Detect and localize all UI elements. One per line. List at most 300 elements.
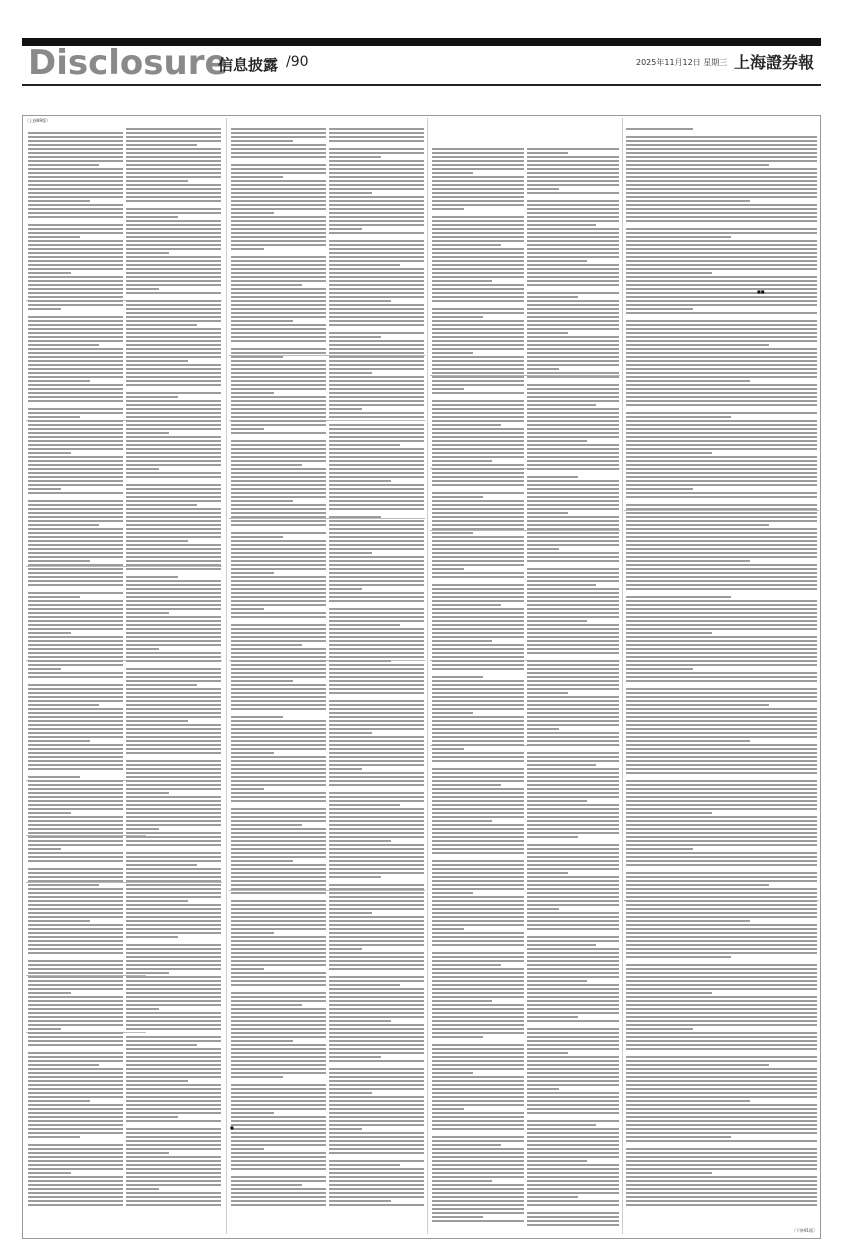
text-line: [527, 772, 619, 774]
text-line: [626, 664, 817, 666]
text-line: [126, 676, 221, 678]
column-divider: [226, 118, 227, 1234]
text-line: [231, 1036, 326, 1038]
text-line: [527, 896, 619, 898]
text-line: [231, 176, 283, 178]
text-line: [28, 988, 123, 990]
text-line: [626, 532, 817, 534]
text-line: [329, 1052, 424, 1054]
text-line: [626, 800, 817, 802]
text-line: [432, 468, 524, 470]
text-line: [231, 544, 326, 546]
text-line: [231, 204, 326, 206]
text-line: [28, 272, 71, 274]
text-line: [231, 584, 326, 586]
text-line: [231, 1144, 326, 1146]
text-line: [329, 832, 424, 834]
text-line: [329, 508, 424, 510]
text-line: [432, 816, 524, 818]
text-line: [231, 296, 326, 298]
text-line: [28, 1164, 123, 1166]
text-line: [626, 884, 769, 886]
text-line: [231, 1160, 326, 1162]
text-line: [432, 548, 524, 550]
text-line: [329, 992, 424, 994]
text-line: [432, 828, 524, 830]
text-line: [329, 1188, 424, 1190]
text-line: [626, 372, 817, 374]
text-line: [626, 556, 817, 558]
text-line: [126, 324, 197, 326]
text-line: [329, 1088, 424, 1090]
text-line: [231, 340, 326, 342]
text-line: [28, 600, 123, 602]
text-line: [231, 604, 326, 606]
text-line: [28, 300, 123, 302]
text-line: [126, 1104, 221, 1106]
text-line: [28, 380, 90, 382]
text-line: [231, 360, 326, 362]
text-line: [626, 628, 817, 630]
text-line: [527, 444, 619, 446]
text-line: [126, 1008, 159, 1010]
text-line: [626, 180, 817, 182]
text-line: [329, 672, 424, 674]
text-line: [329, 1016, 424, 1018]
text-line: [527, 616, 619, 618]
text-line: [432, 444, 524, 446]
text-line: [432, 432, 524, 434]
text-line: [28, 1160, 123, 1162]
text-line: [626, 1056, 817, 1058]
text-line: [126, 508, 221, 510]
text-line: [126, 632, 221, 634]
text-line: [28, 1124, 123, 1126]
text-line: [527, 660, 619, 662]
text-line: [329, 1096, 424, 1098]
text-line: [626, 476, 817, 478]
text-line: [126, 1020, 221, 1022]
text-line: [527, 976, 619, 978]
text-line: [527, 740, 619, 742]
text-line: [329, 792, 424, 794]
text-line: [432, 728, 524, 730]
text-line: [626, 1152, 817, 1154]
text-line: [28, 920, 90, 922]
text-line: [626, 612, 817, 614]
text-line: [626, 460, 817, 462]
text-line: [329, 192, 372, 194]
text-line: [626, 1116, 817, 1118]
text-line: [626, 788, 817, 790]
text-line: [329, 724, 424, 726]
text-line: [126, 268, 221, 270]
text-line: [231, 640, 326, 642]
text-line: [231, 812, 326, 814]
text-line: [626, 1176, 817, 1178]
text-line: [432, 312, 524, 314]
text-line: [626, 260, 817, 262]
text-line: [329, 188, 424, 190]
text-line: [28, 776, 80, 778]
text-line: [329, 772, 424, 774]
text-line: [329, 1200, 391, 1202]
text-line: [527, 820, 619, 822]
text-line: [527, 920, 619, 922]
text-line: [28, 744, 123, 746]
text-line: [527, 316, 619, 318]
text-line: [432, 604, 501, 606]
text-line: [432, 1016, 524, 1018]
text-line: [126, 224, 221, 226]
text-line: [432, 344, 524, 346]
text-line: [28, 880, 123, 882]
text-line: [231, 1000, 326, 1002]
text-line: [126, 1116, 178, 1118]
text-line: [329, 504, 424, 506]
text-line: [527, 600, 619, 602]
text-line: [126, 808, 221, 810]
text-line: [626, 712, 817, 714]
text-line: [432, 804, 524, 806]
text-line: [28, 940, 123, 942]
text-line: [626, 512, 817, 514]
text-line: [626, 228, 817, 230]
text-line: [28, 844, 123, 846]
text-line: [329, 1144, 424, 1146]
text-line: [231, 1124, 326, 1126]
text-line: [231, 1016, 326, 1018]
text-line: [626, 916, 817, 918]
text-line: [329, 1080, 424, 1082]
text-line: [126, 560, 221, 562]
text-line: [329, 1000, 424, 1002]
text-line: [527, 208, 619, 210]
text-line: [28, 760, 123, 762]
text-line: [329, 412, 424, 414]
text-line: [329, 184, 424, 186]
text-line: [626, 608, 817, 610]
text-line: [126, 880, 221, 882]
text-line: [329, 876, 381, 878]
text-line: [432, 936, 524, 938]
text-line: [527, 700, 619, 702]
text-line: [626, 1060, 817, 1062]
text-line: [527, 632, 619, 634]
column-marker: ■: [230, 1125, 234, 1130]
text-line: [527, 640, 619, 642]
text-line: [231, 456, 326, 458]
text-line: [329, 764, 424, 766]
text-line: [28, 400, 123, 402]
text-line: [126, 260, 221, 262]
text-line: [329, 400, 424, 402]
text-line: [527, 744, 619, 746]
text-line: [626, 1092, 817, 1094]
text-line: [231, 180, 326, 182]
text-line: [527, 496, 619, 498]
text-line: [432, 612, 524, 614]
text-line: [432, 768, 524, 770]
text-line: [126, 748, 221, 750]
text-line: [329, 920, 424, 922]
text-line: [626, 484, 817, 486]
text-line: [527, 1132, 619, 1134]
text-line: [231, 1156, 326, 1158]
text-line: [28, 1024, 123, 1026]
text-line: [432, 572, 524, 574]
text-line: [231, 976, 326, 978]
text-line: [432, 288, 524, 290]
text-line: [527, 492, 619, 494]
text-line: [329, 1004, 424, 1006]
text-line: [231, 648, 326, 650]
text-line: [28, 636, 123, 638]
text-line: [432, 1116, 524, 1118]
text-line: [126, 400, 221, 402]
text-line: [432, 384, 524, 386]
text-line: [329, 428, 424, 430]
text-line: [329, 152, 424, 154]
text-line: [28, 488, 61, 490]
text-line: [626, 520, 817, 522]
text-line: [126, 316, 221, 318]
section-title: 信息披露: [218, 56, 279, 74]
text-line: [231, 924, 326, 926]
text-line: [231, 168, 326, 170]
text-line: [432, 420, 524, 422]
text-line: [626, 168, 817, 170]
text-line: [28, 596, 80, 598]
text-line: [126, 584, 221, 586]
text-line: [28, 1192, 123, 1194]
text-line: [626, 1188, 817, 1190]
text-line: [626, 792, 817, 794]
text-line: [527, 824, 619, 826]
text-line: [432, 696, 524, 698]
text-line: [231, 816, 326, 818]
text-line: [527, 788, 619, 790]
text-line: [626, 332, 817, 334]
text-line: [126, 836, 221, 838]
text-line: [28, 212, 123, 214]
text-line: [126, 420, 221, 422]
text-line: [626, 784, 817, 786]
text-line: [126, 684, 197, 686]
text-line: [231, 196, 326, 198]
text-line: [626, 1068, 817, 1070]
text-line: [126, 896, 221, 898]
text-line: [28, 168, 123, 170]
text-line: [231, 1012, 326, 1014]
text-line: [126, 1100, 221, 1102]
text-line: [126, 412, 221, 414]
text-line: [329, 280, 424, 282]
text-line: [231, 500, 293, 502]
text-line: [231, 156, 326, 158]
text-line: [126, 612, 169, 614]
text-line: [28, 720, 123, 722]
text-line: [231, 580, 326, 582]
text-line: [329, 352, 424, 354]
text-block: [28, 128, 123, 1208]
text-line: [28, 452, 71, 454]
text-line: [527, 1088, 559, 1090]
text-line: [126, 540, 188, 542]
text-line: [527, 1200, 619, 1202]
text-line: [626, 1160, 817, 1162]
text-line: [626, 248, 817, 250]
text-line: [329, 488, 424, 490]
text-line: [28, 1064, 99, 1066]
text-line: [126, 864, 197, 866]
text-line: [432, 1196, 524, 1198]
text-line: [527, 968, 619, 970]
text-line: [329, 620, 424, 622]
text-line: [329, 700, 424, 702]
text-line: [231, 248, 264, 250]
text-line: [28, 1000, 123, 1002]
text-line: [329, 180, 424, 182]
text-line: [432, 292, 524, 294]
text-line: [126, 1180, 221, 1182]
text-line: [329, 744, 424, 746]
text-line: [231, 420, 326, 422]
text-line: [231, 1180, 326, 1182]
text-line: [28, 1032, 123, 1034]
text-line: [626, 1192, 817, 1194]
text-line: [126, 452, 221, 454]
text-line: [28, 1088, 123, 1090]
text-line: [432, 1152, 524, 1154]
text-line: [527, 780, 619, 782]
text-line: [28, 860, 123, 862]
text-line: [527, 1016, 578, 1018]
text-line: [527, 784, 619, 786]
text-line: [231, 636, 326, 638]
text-line: [329, 140, 424, 142]
text-line: [527, 892, 619, 894]
text-line: [626, 596, 731, 598]
text-line: [527, 544, 619, 546]
text-line: [329, 956, 424, 958]
text-line: [329, 572, 424, 574]
text-line: [626, 572, 817, 574]
text-line: [626, 204, 817, 206]
text-line: [329, 680, 424, 682]
text-line: [626, 648, 817, 650]
text-line: [527, 272, 619, 274]
text-line: [432, 332, 524, 334]
text-line: [432, 436, 524, 438]
text-line: [329, 820, 424, 822]
text-line: [329, 736, 424, 738]
text-line: [527, 1028, 619, 1030]
text-line: [626, 480, 817, 482]
text-line: [329, 928, 424, 930]
text-line: [28, 188, 123, 190]
text-line: [432, 644, 524, 646]
text-line: [231, 536, 283, 538]
text-line: [527, 408, 619, 410]
text-line: [626, 808, 817, 810]
text-line: [432, 592, 524, 594]
text-line: [329, 1024, 424, 1026]
text-line: [432, 232, 524, 234]
text-line: [329, 924, 424, 926]
text-line: [28, 208, 123, 210]
text-line: [126, 804, 221, 806]
text-line: [626, 904, 817, 906]
text-line: [28, 1020, 123, 1022]
text-line: [527, 440, 587, 442]
text-line: [626, 704, 769, 706]
text-line: [527, 240, 619, 242]
text-line: [28, 628, 123, 630]
text-line: [126, 424, 221, 426]
text-line: [432, 400, 524, 402]
text-line: [527, 432, 619, 434]
text-line: [329, 848, 424, 850]
text-line: [231, 940, 326, 942]
text-line: [527, 1076, 619, 1078]
text-line: [231, 172, 326, 174]
text-line: [126, 264, 221, 266]
text-line: [626, 580, 817, 582]
text-line: [432, 736, 524, 738]
text-line: [432, 512, 524, 514]
text-line: [28, 1072, 123, 1074]
text-line: [231, 432, 326, 434]
text-line: [28, 296, 123, 298]
text-line: [432, 228, 524, 230]
text-line: [28, 344, 99, 346]
text-line: [329, 252, 424, 254]
text-line: [126, 292, 221, 294]
text-line: [231, 468, 326, 470]
text-line: [126, 936, 178, 938]
text-line: [28, 1148, 123, 1150]
text-line: [28, 500, 123, 502]
text-line: [329, 624, 400, 626]
text-line: [329, 976, 424, 978]
text-line: [28, 604, 123, 606]
text-line: [432, 160, 524, 162]
text-line: [231, 572, 274, 574]
text-line: [329, 716, 424, 718]
text-line: [432, 1100, 524, 1102]
text-line: [126, 956, 221, 958]
text-line: [527, 168, 619, 170]
text-line: [126, 920, 221, 922]
text-line: [28, 1188, 123, 1190]
text-line: [231, 440, 326, 442]
text-line: [126, 404, 221, 406]
text-line: [527, 328, 619, 330]
text-line: [527, 236, 619, 238]
text-line: [329, 228, 362, 230]
text-line: [231, 1200, 326, 1202]
text-line: [28, 284, 123, 286]
text-line: [329, 1132, 424, 1134]
text-line: [329, 320, 424, 322]
text-line: [432, 1036, 483, 1038]
text-line: [231, 820, 326, 822]
text-line: [432, 884, 524, 886]
text-line: [527, 244, 619, 246]
text-line: [432, 1072, 473, 1074]
text-line: [626, 1136, 731, 1138]
